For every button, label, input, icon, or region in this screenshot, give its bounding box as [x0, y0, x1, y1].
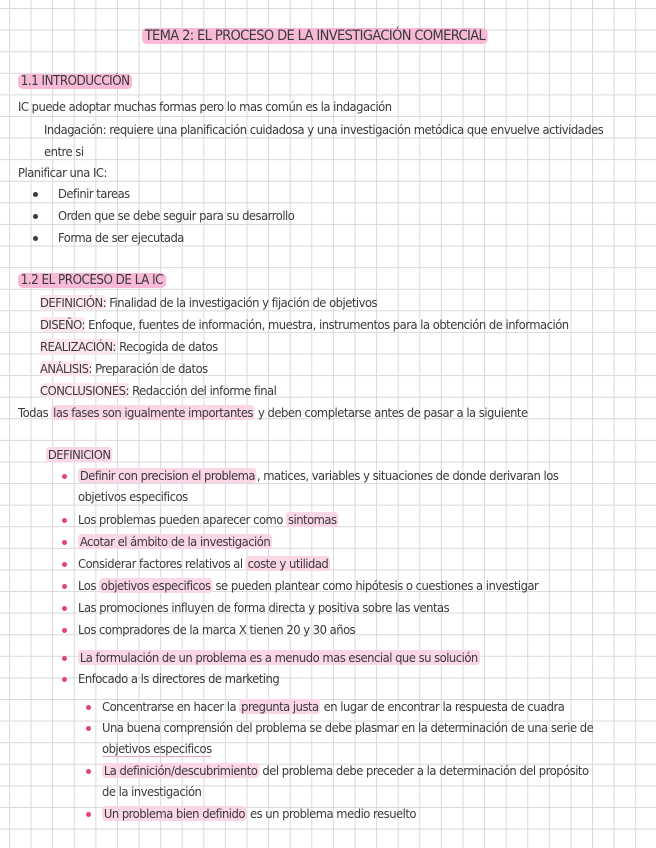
page-title: TEMA 2: EL PROCESO DE LA INVESTIGACIÓN COMERCIAL [142, 26, 488, 46]
phase-term: CONCLUSIONES: [40, 383, 129, 398]
bullet-icon [62, 656, 67, 661]
list-item-cont: objetivos especificos [78, 489, 188, 504]
sub-list-item: Un problema bien definido es un problema medio resuelto [103, 806, 416, 821]
list-item: Forma de ser ejecutada [58, 230, 184, 245]
indagacion-text: Indagación: requiere una planificación cuidadosa y una investigación metódica que envuelve actividades [44, 122, 604, 137]
sub-list-item: La definición/descubrimiento del problema debe preceder a la determinación del propósito [103, 763, 589, 778]
bullet-icon [86, 812, 91, 817]
bullet-icon [62, 562, 67, 567]
phase-term: DISEÑO: [40, 317, 85, 332]
list-item: Las promociones influyen de forma directa y positiva sobre las ventas [78, 600, 450, 615]
bullet-icon [62, 518, 67, 523]
sub-list-item-cont: de la investigación [102, 784, 202, 799]
phase-definicion: DEFINICIÓN: Finalidad de la investigación y fijación de objetivos [40, 295, 378, 310]
planificar-text: Planificar una IC: [18, 165, 107, 180]
bullet-icon [62, 474, 67, 479]
definicion-heading: DEFINICION [47, 447, 111, 462]
bullet-icon [62, 628, 67, 633]
list-item: La formulación de un problema es a menudo mas esencial que su solución [79, 650, 478, 665]
bullet-icon [62, 540, 67, 545]
bullet-icon [62, 584, 67, 589]
bullet-icon [86, 769, 91, 774]
phase-term: ANÁLISIS: [40, 361, 92, 376]
phase-analisis: ANÁLISIS: Preparación de datos [40, 361, 208, 376]
fases-text: Todas las fases son igualmente importantes y deben completarse antes de pasar a la siguiente [18, 405, 528, 420]
section-heading-proceso: 1.2 EL PROCESO DE LA IC [18, 272, 166, 290]
bullet-icon [62, 606, 67, 611]
list-item: Definir tareas [58, 186, 130, 201]
sub-list-item: Concentrarse en hacer la pregunta justa en lugar de encontrar la respuesta de cuadra [102, 699, 565, 714]
phase-term: DEFINICIÓN: [40, 295, 107, 310]
phase-conclusiones: CONCLUSIONES: Redacción del informe final [40, 383, 277, 398]
bullet-icon [33, 236, 38, 241]
bullet-icon [62, 677, 67, 682]
list-item: Enfocado a ls directores de marketing [78, 671, 280, 686]
bullet-icon [33, 192, 38, 197]
list-item: Considerar factores relativos al coste y utilidad [78, 556, 329, 571]
section-heading-introduccion: 1.1 INTRODUCCIÓN [18, 73, 132, 91]
list-item: Acotar el ámbito de la investigación [79, 534, 271, 549]
list-item: Definir con precision el problema , matices, variables y situaciones de donde derivaran los [79, 468, 559, 483]
bullet-icon [33, 214, 38, 219]
phase-term: REALIZACIÓN: [40, 339, 116, 354]
sub-list-item: Una buena comprensión del problema se debe plasmar en la determinación de una serie de [102, 720, 594, 735]
phase-realizacion: REALIZACIÓN: Recogida de datos [40, 339, 218, 354]
bullet-icon [86, 705, 91, 710]
bullet-icon [86, 726, 91, 731]
indagacion-text-cont: entre si [44, 144, 84, 159]
sub-list-item-cont: objetivos especificos [102, 741, 212, 756]
list-item: Los problemas pueden aparecer como sintomas [78, 512, 337, 527]
list-item: Los objetivos especificos se pueden plantear como hipótesis o cuestiones a investigar [78, 578, 539, 593]
list-item: Los compradores de la marca X tienen 20 y 30 años [78, 622, 356, 637]
phase-diseno: DISEÑO: Enfoque, fuentes de información, muestra, instrumentos para la obtención de información [40, 317, 569, 332]
intro-text: IC puede adoptar muchas formas pero lo mas común es la indagación [18, 99, 392, 114]
list-item: Orden que se debe seguir para su desarrollo [58, 208, 295, 223]
